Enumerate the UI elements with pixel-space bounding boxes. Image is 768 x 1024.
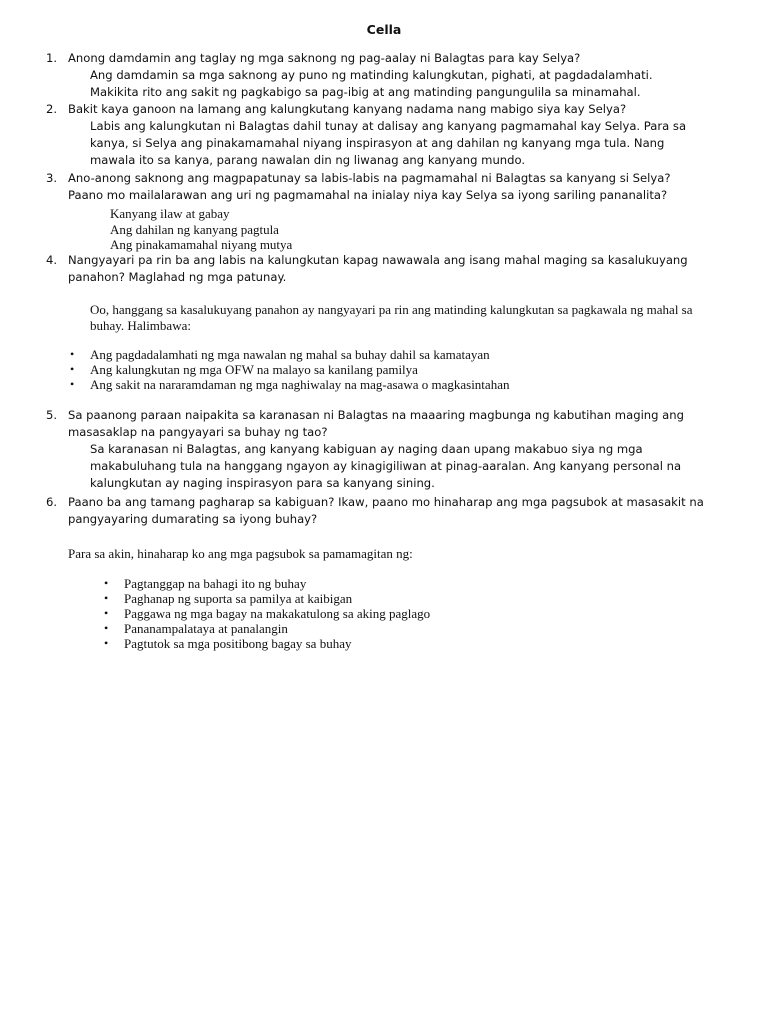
question-5 xyxy=(46,407,736,492)
question-4 xyxy=(46,252,736,392)
question-3 xyxy=(46,170,736,253)
question-text: Paano ba ang tamang pagharap sa kabiguan? Ikaw, paano mo hinaharap ang mga pagsubok at masasakit na pangyayaring dumarating sa iyong buhay? xyxy=(68,495,704,526)
question-text: Ano-anong saknong ang magpapatunay sa labis-labis na pagmamahal ni Balagtas sa kanyang si Selya? Paano mo mailalarawan ang uri ng pagmamahal na inialay niya kay Selya sa iyong sariling pananalita? xyxy=(68,171,671,202)
list-item: • Pagtutok sa mga positibong bagay sa buhay xyxy=(100,636,736,651)
list-item: • Ang pagdadalamhati ng mga nawalan ng mahal sa buhay dahil sa kamatayan xyxy=(66,347,736,362)
question-number: 3. xyxy=(46,171,58,185)
question-text: Sa paanong paraan naipakita sa karanasan ni Balagtas na maaaring magbunga ng kabutihan maging ang masasaklap na pangyayari sa buhay ng tao? xyxy=(68,408,684,439)
list-item: • Paghanap ng suporta sa pamilya at kaibigan xyxy=(100,591,736,606)
question-number: 1. xyxy=(46,51,58,65)
list-item: • Pananampalataya at panalangin xyxy=(100,621,736,636)
verse-lines xyxy=(110,206,736,253)
answer-text: Labis ang kalungkutan ni Balagtas dahil tunay at dalisay ang kanyang pagmamahal kay Selya. Para sa kanya, si Selya ang pinakamamahal niyang inspirasyon at ang dahilan ng kanyang mga tula. Nang mawala ito sa kanya, parang nawalan din ng liwanag ang kanyang mundo. xyxy=(90,119,687,167)
verse-line: Ang pinakamamahal niyang mutya xyxy=(110,237,293,252)
example-list xyxy=(66,347,736,392)
question-2 xyxy=(46,101,736,169)
question-number: 2. xyxy=(46,102,58,116)
page-title: Cella xyxy=(366,22,402,37)
question-number: 4. xyxy=(46,253,58,267)
strategy-list xyxy=(100,576,736,651)
answer-text: Sa karanasan ni Balagtas, ang kanyang kabiguan ay naging daan upang makabuo siya ng mga makabuluhang tula na hanggang ngayon ay kinagigiliwan at pinag-aaralan. Ang kanyang personal na kalungkutan ay naging inspirasyon para sa kanyang sining. xyxy=(90,442,682,490)
verse-line: Kanyang ilaw at gabay xyxy=(110,206,230,221)
list-item: • Ang sakit na nararamdaman ng mga naghiwalay na mag-asawa o magkasintahan xyxy=(66,377,736,392)
list-item: • Ang kalungkutan ng mga OFW na malayo sa kanilang pamilya xyxy=(66,362,736,377)
question-number: 6. xyxy=(46,495,58,509)
question-text: Bakit kaya ganoon na lamang ang kalungkutang kanyang nadama nang mabigo siya kay Selya? xyxy=(68,102,627,116)
question-text: Nangyayari pa rin ba ang labis na kalungkutan kapag nawawala ang isang mahal maging sa kasalukuyang panahon? Maglahad ng mga patunay. xyxy=(68,253,688,284)
question-number: 5. xyxy=(46,408,58,422)
list-item: • Paggawa ng mga bagay na makakatulong sa aking paglago xyxy=(100,606,736,621)
answer-text: Ang damdamin sa mga saknong ay puno ng matinding kalungkutan, pighati, at pagdadalamhati. Makikita rito ang sakit ng pagkabigo sa pag-ibig at ang matinding pangungulila sa minamahal. xyxy=(90,68,653,99)
verse-line: Ang dahilan ng kanyang pagtula xyxy=(110,221,279,237)
answer-text: Oo, hanggang sa kasalukuyang panahon ay nangyayari pa rin ang matinding kalungkutan sa pagkawala ng mahal sa buhay. Halimbawa: xyxy=(90,302,693,333)
question-1 xyxy=(46,50,736,101)
question-6 xyxy=(46,494,736,651)
list-item: • Pagtanggap na bahagi ito ng buhay xyxy=(100,576,736,591)
question-text: Anong damdamin ang taglay ng mga saknong ng pag-aalay ni Balagtas para kay Selya? xyxy=(68,51,581,65)
answer-text: Para sa akin, hinaharap ko ang mga pagsubok sa pamamagitan ng: xyxy=(68,546,413,561)
